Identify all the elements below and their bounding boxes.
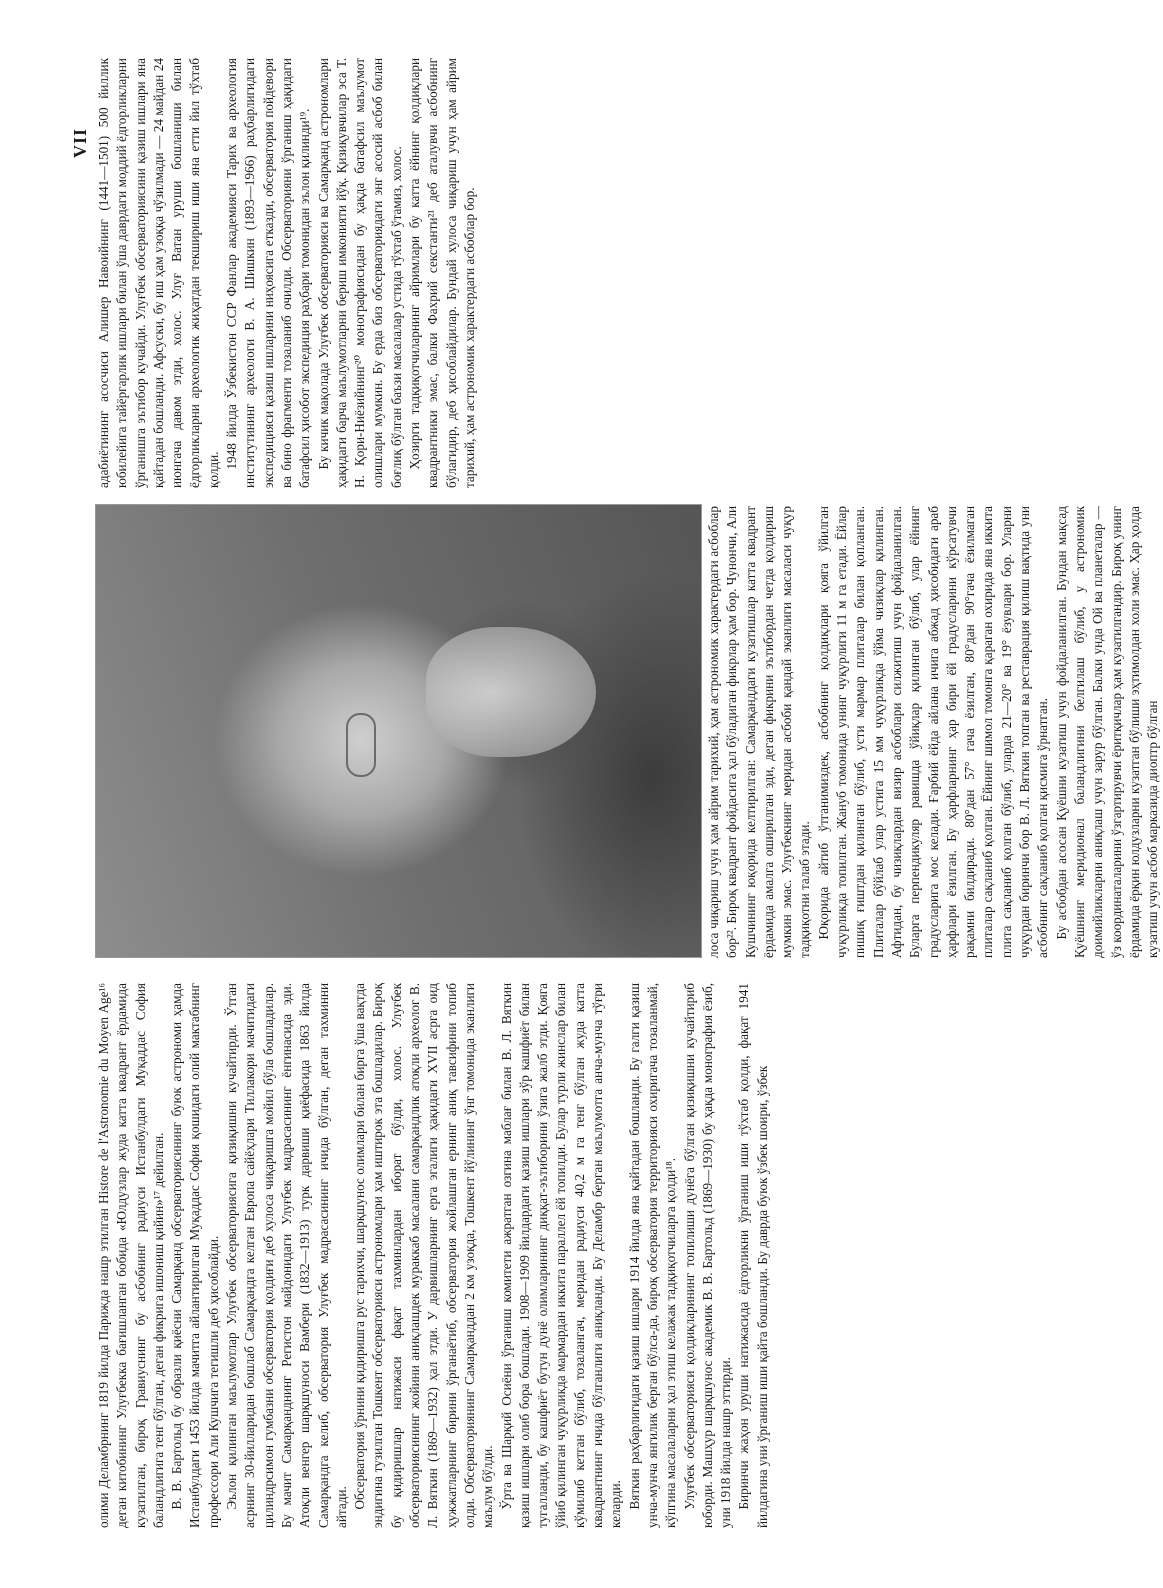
- paragraph: Улуғбек обсерваторияси қолдиқларининг топилиши дунёга бўлган қизиқишни кучайтириб юборди. Машҳур шарқшунос академик В. В. Бартольд (1869—1930) бу ҳақда монография ёзиб, уни 1918 йилда нашр эттирди.: [681, 983, 734, 1528]
- paragraph: адабиётининг асосчиси Алишер Навоийнинг (1441—1501) 500 йиллик юбилейига тайёргарлик ишлари билан ўша даврдаги моддий ёдгорликларни ўрганишга эътибор кучайди. Улуғбек обсерваториясини қазиш ишлари яна қайтадан бошланди. Афсуски, бу иш ҳам узоққа чўзилмади — 24 майдан 24 июнгача давом этди, холос. Улуғ Ватан уруши бошланиши билан ёдгорликларни археологик жиҳатдан текшириш иши яна етти йил тўхтаб қолди.: [96, 58, 221, 488]
- paragraph: Эълон қилинган маълумотлар Улуғбек обсерваториясига қизиқишни кучайтирди. Ўтган асрнинг 30-йилларидан бошлаб Самарқандга келган Европа сайёҳлари Тиллакори мачитидаги цилиндрсимон гумбазни обсерватория қолдиғи деб хулоса чиқаришга мойил бўла бошладилар. Бу мачит Самарқанднинг Регистон майдонидаги Улуғбек мадрасасининг ёнгинасида эди. Атоқли венгер шарқшуноси Вамбери (1832—1913) турк дарвиши қиёфасида 1863 йилда Самарқандга келиб, обсерватория Улуғбек мадрасасининг ичида бўлган, деган тахминни айтади.: [224, 983, 349, 1528]
- beard-shape: [426, 627, 596, 757]
- paragraph: Юқорида айтиб ўтганимиздек, асбобнинг қолдиқлари қояга ўйилган чуқурликда топилган. Жануб томонида унинг чуқурлиги 11 м га етади. Ёйлар пишиқ ғиштдан қилинган бўлиб, усти мармар плиталар билан қопланган. Плиталар бўйлаб улар устига 15 мм чуқурликда ўйма чизиқлар қилинган. Афтидан, бу чизиқлардан визир асбоблари силжитиш учун фойдаланилган. Буларга перпендикуляр равишда ўйиқлар қилинган бўлиб, улар ёйнинг градусларига мос келади. Ғарбий ёйда айлана ичига абжад ҳисобидаги араб ҳарфлари ёзилган. Бу ҳарфларнинг ҳар бири ёй градусларини кўрсатувчи рақамни билдиради. 80°дан 57° гача ёзилган, 80°дан 90°гача ёзилмаган плиталар сақланиб қолган. Ёйнинг шимол томонга қараган охирида яна иккита плита сақланиб қолган бўлиб, уларда 21—20° ва 19° ёзувлари бор. Уларни чуқурдан биринчи бор В. Л. Вяткин топган ва реставрация қилиш вақтида уни асбобнинг сақланиб қолган қисмига ўрнатган.: [815, 506, 1051, 958]
- paragraph: Вяткин раҳбарлигидаги қазиш ишлари 1914 йилда яна қайтадан бошланди. Бу галги қазиш унча-мунча янгилик берган бўлса-да, бироқ обсерватория территорияси охиригача тозаланмай, кўпгина масалаларни ҳал этиш келажак тадқиқотчиларга қолди¹⁸.: [626, 983, 679, 1528]
- paragraph: 1948 йилда Ўзбекистон ССР Фанлар академияси Тарих ва археология институтининг археологи В. А. Шишкин (1893—1966) раҳбарлигидаги экспедицияси қазиш ишларини ниҳоясига етказди, обсерватория пойдевори ва бино фрагменти тозаланиб очилди. Обсерваторияни ўрганиш ҳақидаги батафсил ҳисобот экспедиция раҳбари томонидан эълон қилинди¹⁹.: [224, 58, 313, 488]
- glasses-shape: [346, 713, 376, 777]
- portrait-photo: [95, 504, 702, 958]
- middle-column-lower: [705, 506, 1162, 958]
- paragraph: Обсерватория ўрнини қидиришга рус тарихчи, шарқшунос олимлари билан бирга ўша вақтда эндигина тузилган Тошкент обсерваторияси астрономлари ҳам иштирок эта бошладилар. Бироқ бу қидиришлар натижаси фақат тахминлардан иборат бўлди, холос. Улуғбек обсерваториясининг жойини аниқлашдек мураккаб масалани самарқандлик атоқли археолог В. Л. Вяткин (1869—1932) ҳал этди. У дарвишларнинг ерга эгалиги ҳақидаги XVII асрга оид ҳужжатларнинг бирини ўрганаётиб, обсерватория жойлашган ернинг аниқ тавсифини топиб олди. Обсерваториянинг Самарқанддан 2 км узоқда, Тошкент йўлининг ўнг томонида эканлиги маълум бўлди.: [352, 983, 496, 1528]
- paragraph: Бу асбобдан асосан Қуёшни кузатиш учун фойдаланилган. Бундан мақсад Қуёшнинг меридионал баландлигини белгилаш бўлиб, у астрономик доимийликларни аниқлаш учун зарур бўлган. Балки унда Ой ва планеталар — ўз координаталарини ўзгартирувчи ёритқичлар ҳам кузатилгандир. Бироқ унинг ёрдамида ёрқин юлдузларни кузатган бўлиши эҳтимолдан холи эмас. Ҳар ҳолда кузатиш учун асбоб марказида диоптр бўлган: [1053, 506, 1161, 958]
- paragraph: Биринчи жаҳон уруши натижасида ёдгорликни ўрганиш иши тўхтаб қолди, фақат 1941 йилдагина уни ўрганиш иши қайта бошланди. Бу даврда буюк ўзбек шоири, ўзбек: [736, 983, 770, 1528]
- paragraph: Ҳозирги тадқиқотчиларнинг айримлари бу катта ёйнинг қолдиқлари квадрантники эмас, балки Фахрий секстанти²¹ деб аталувчи асбобнинг бўлагидир, деб ҳисоблайдилар. Бундай хулоса чиқариш учун ҳам айрим тарихий, ҳам астрономик характердаги асбоблар бор.: [407, 58, 477, 488]
- paragraph: Ўрта ва Шарқий Осиёни ўрганиш комитети ажратган озгина маблағ билан В. Л. Вяткин қазиш ишлари олиб бора бошлади. 1908—1909 йилдардаги қазиш ишлари зўр кашфиёт билан тугалланди, бу кашфиёт бутун дунё олимларининг диққат-эътиборини ўзига жалб этди. Қояга ўйиб қилинган чуқурликда мармардан иккита параллел ёй топилди. Булар турли жинслар билан кўмилиб кетган бўлиб, тозалангач, меридан радиуси 40,2 м га тенг бўлган жуда катта квадрантнинг ичида бўлганлиги аниқланди. Бу Деламбр берган маълумотга анча-мунча тўғри келарди.: [498, 983, 624, 1528]
- left-column: [95, 983, 1095, 1528]
- paragraph: лоса чиқариш учун ҳам айрим тарихий, ҳам астрономик характердаги асбоблар бор²². Бироқ квадрант фойдасига ҳал бўладиган фикрлар ҳам бор. Чунончи, Али Кушчининг юқорида келтирилган: Самарқанддаги кузатишлар катта квадрант ёрдамида амалга оширилган эди, деган фикрини эътибордан четда қолдириш мумкин эмас. Улуғбекнинг меридан асбоби қандай эканлиги масаласи чуқур тадқиқотни талаб этади.: [706, 506, 813, 958]
- page-number: VII: [70, 127, 90, 158]
- paragraph: олими Деламбрнинг 1819 йилда Парижда нашр этилган Histore de l'Astronomie du Moyen Age¹⁶ деган китобининг Улуғбекка бағишланган бобида «Юлдузлар жуда катта квадрант ёрдамида кузатилган, бироқ Гравиуснинг бу асбобнинг радиуси Истанбулдаги Муқаддас София баландлигига тенг бўлган, деган фикрига ишониш қийин»¹⁷ дейилган.: [96, 983, 166, 1528]
- paragraph: Бу кичик мақолада Улуғбек обсерваторияси ва Самарқанд астрономлари ҳақидаги барча маълумотларни бериш имконияти йўқ. Қизиқувчилар эса Т. Н. Қори-Ниёзийнинг²⁰ монографиясидан бу ҳақда батафсил маълумот олишлари мумкин. Бу ерда биз обсерваториядаги энг асосий асбоб билан боғлиқ бўлган баъзи масалалар устида тўхтаб ўтамиз, холос.: [315, 58, 404, 488]
- right-column: [95, 58, 479, 488]
- paragraph: В. В. Бартольд бу образли қиёсни Самарқанд обсерваториясининг буюк астрономи ҳамда Истанбулдаги 1453 йилда мачитга айлантирилган Муқаддас София қошидаги олий мактабнинг профессори Али Кушчига тегишли деб ҳисоблайди.: [169, 983, 221, 1528]
